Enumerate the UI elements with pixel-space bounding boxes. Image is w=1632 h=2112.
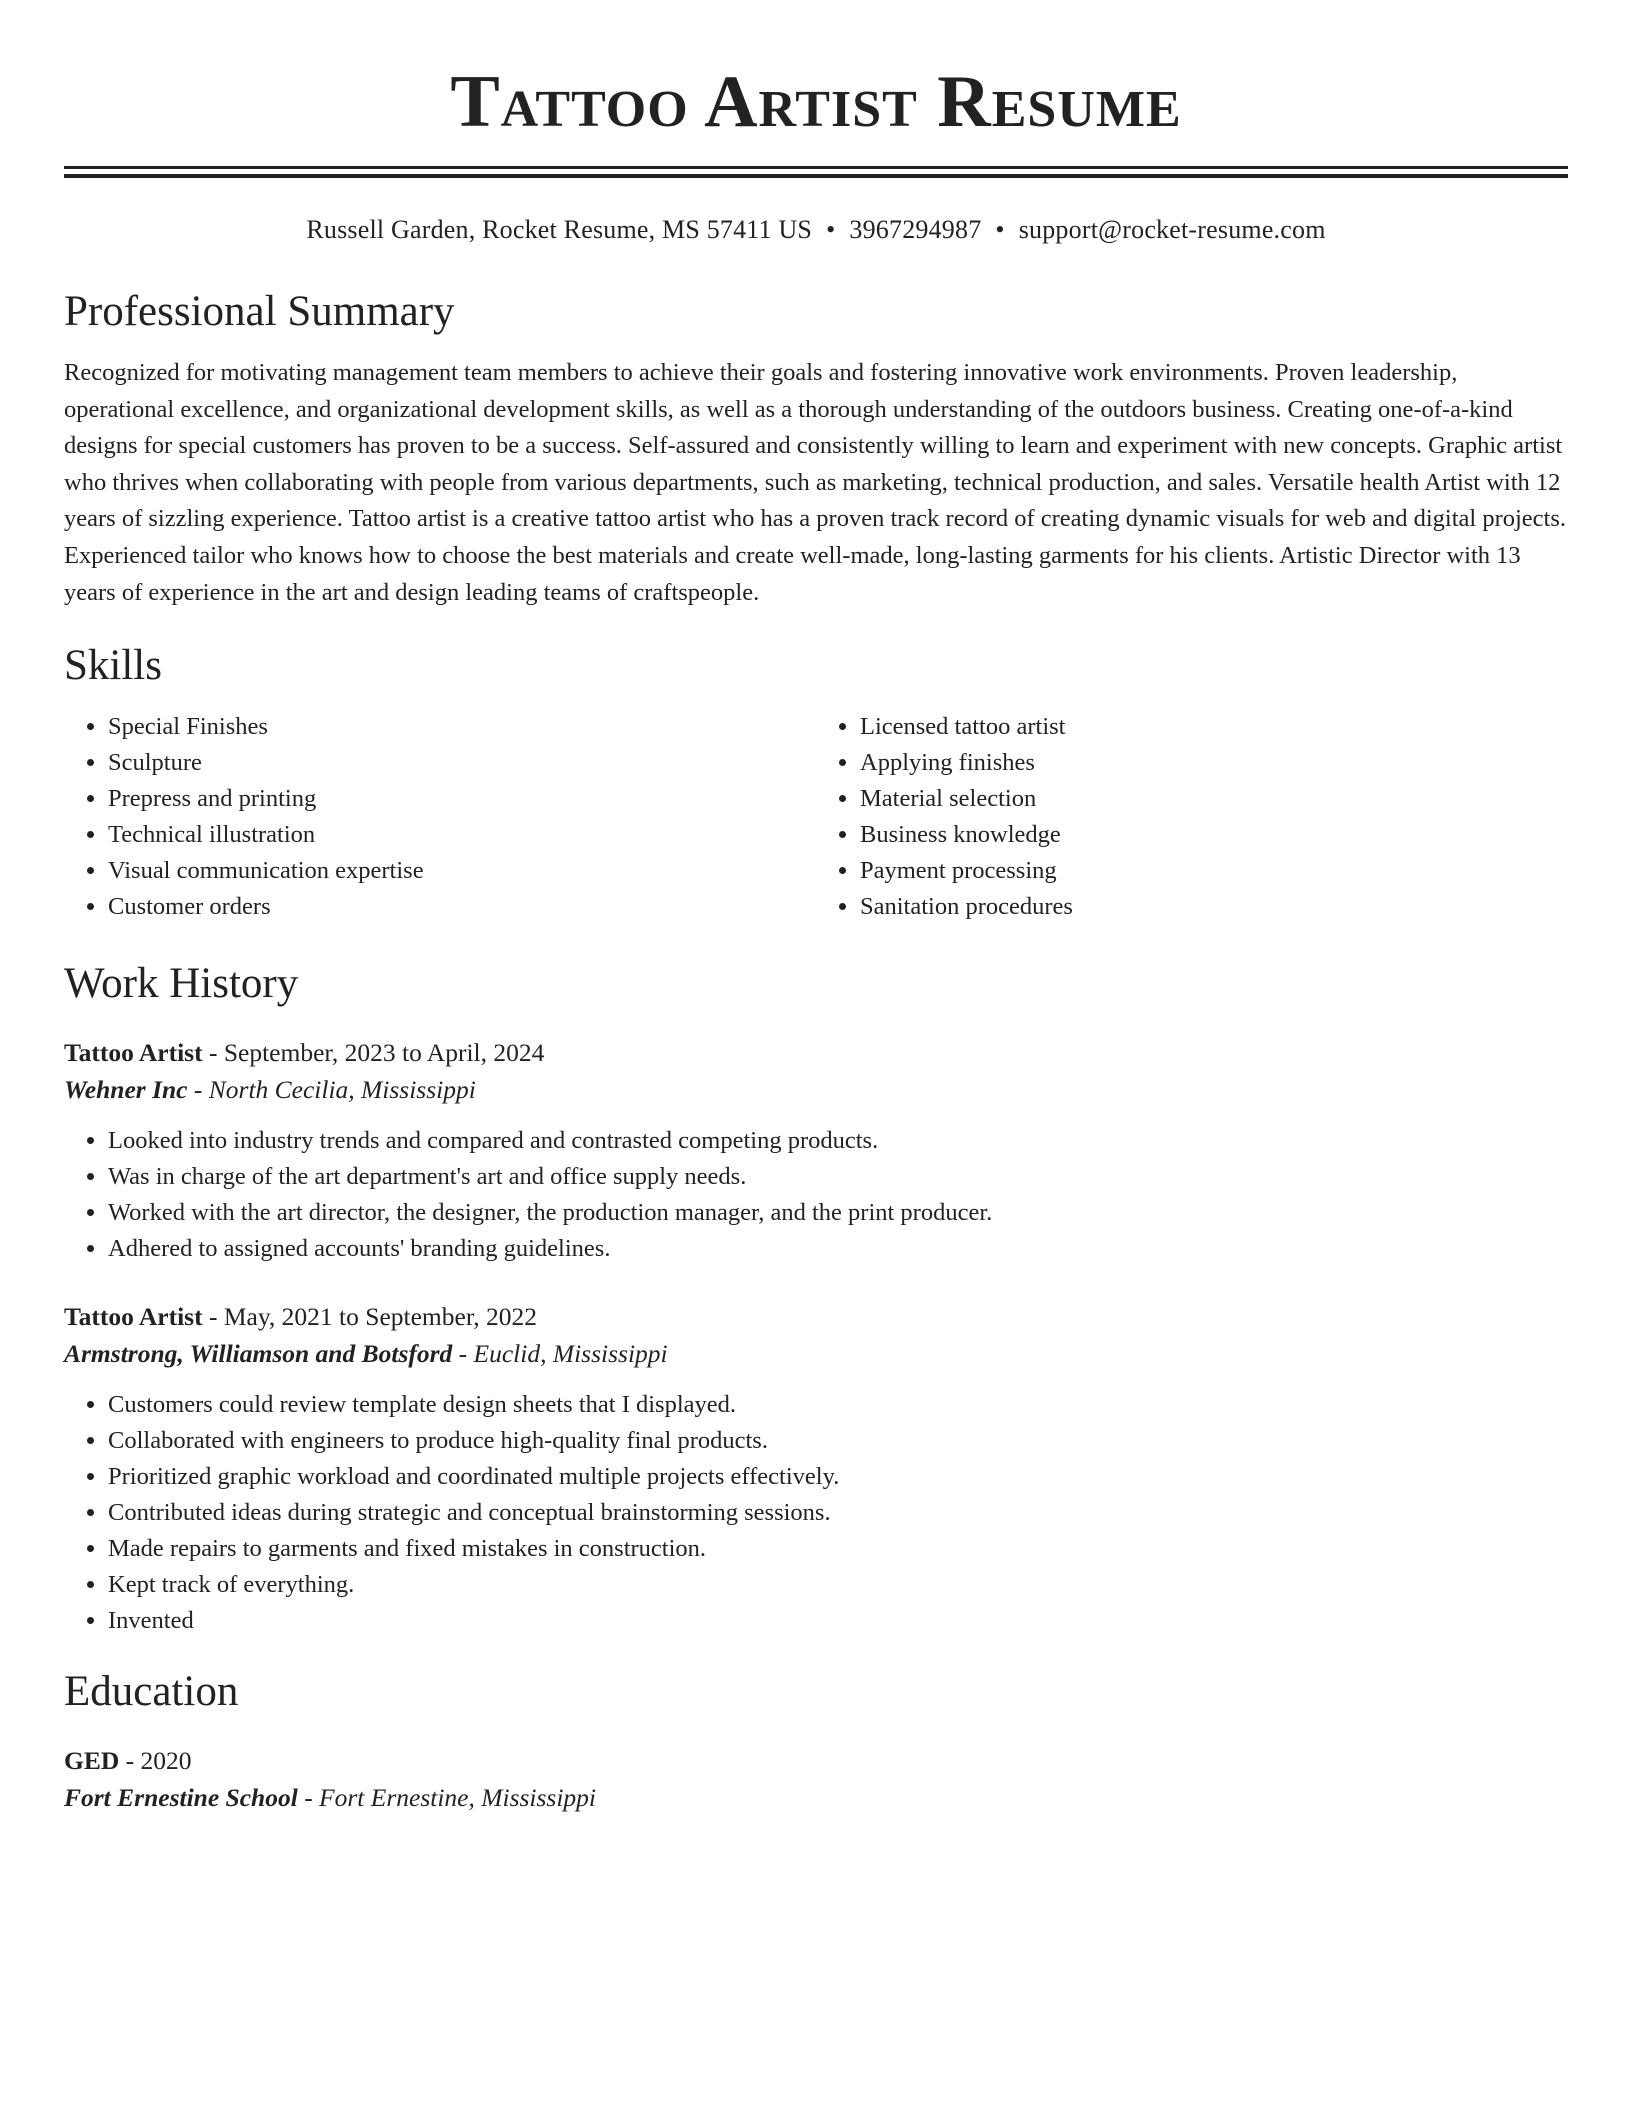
company-location: - Euclid, Mississippi: [452, 1339, 668, 1369]
contact-address: Russell Garden, Rocket Resume, MS 57411 US: [306, 215, 813, 244]
title-rule-top: [64, 166, 1568, 169]
skill-item: • Prepress and printing: [108, 781, 816, 817]
degree-line: [64, 1743, 1568, 1779]
job-title-line: [64, 1035, 1568, 1071]
skill-item: • Technical illustration: [108, 817, 816, 853]
school-line: [64, 1779, 1568, 1817]
skill-item: • Special Finishes: [108, 709, 816, 745]
contact-separator: •: [995, 215, 1005, 244]
skills-heading: Skills: [64, 642, 162, 690]
school-name: Fort Ernestine School: [64, 1783, 298, 1813]
job-bullet: • Customers could review template design sheets that I displayed.: [108, 1387, 1568, 1423]
work-history-heading: Work History: [64, 960, 299, 1008]
contact-separator: •: [826, 215, 836, 244]
company-name: Wehner Inc: [64, 1075, 188, 1105]
company-line: [64, 1335, 1568, 1373]
contact-phone: 3967294987: [849, 215, 982, 244]
job-dates: - September, 2023 to April, 2024: [202, 1038, 545, 1068]
resume-title: Tattoo Artist Resume: [450, 61, 1182, 143]
skill-item: • Sculpture: [108, 745, 816, 781]
job-entry: [64, 1299, 1568, 1639]
contact-line: [64, 213, 1568, 247]
job-title: Tattoo Artist: [64, 1302, 203, 1332]
job-bullet: • Invented: [108, 1603, 1568, 1639]
job-bullet: • Adhered to assigned accounts' branding guidelines.: [108, 1231, 1568, 1267]
company-name: Armstrong, Williamson and Botsford: [64, 1339, 453, 1369]
job-bullets: [64, 1123, 1568, 1267]
skill-item: • Sanitation procedures: [860, 889, 1568, 925]
job-title-line: [64, 1299, 1568, 1335]
job-dates: - May, 2021 to September, 2022: [202, 1302, 538, 1332]
skill-item: • Material selection: [860, 781, 1568, 817]
job-bullet: • Made repairs to garments and fixed mistakes in construction.: [108, 1531, 1568, 1567]
skills-list-right: [816, 709, 1568, 925]
degree-name: GED: [64, 1746, 120, 1776]
job-bullet: • Was in charge of the art department's art and office supply needs.: [108, 1159, 1568, 1195]
job-bullet: • Worked with the art director, the designer, the production manager, and the print producer.: [108, 1195, 1568, 1231]
degree-year: - 2020: [119, 1746, 192, 1776]
skill-item: • Customer orders: [108, 889, 816, 925]
education-entry: [64, 1743, 1568, 1817]
skill-item: • Licensed tattoo artist: [860, 709, 1568, 745]
skills-columns: [64, 709, 1568, 925]
job-bullet: • Looked into industry trends and compared and contrasted competing products.: [108, 1123, 1568, 1159]
contact-email: support@rocket-resume.com: [1018, 215, 1326, 244]
skill-item: • Applying finishes: [860, 745, 1568, 781]
job-bullet: • Kept track of everything.: [108, 1567, 1568, 1603]
job-entry: [64, 1035, 1568, 1267]
job-bullet: • Collaborated with engineers to produce high-quality final products.: [108, 1423, 1568, 1459]
company-location: - North Cecilia, Mississippi: [187, 1075, 476, 1105]
summary-text: Recognized for motivating management team members to achieve their goals and fostering innovative work environments. Proven leadership, operational excellence, and organizational development skills, as well as a thorough understanding of the outdoors business. Creating one-of-a-kind designs for special customers has proven to be a success. Self-assured and consistently willing to learn and experiment with new concepts. Graphic artist who thrives when collaborating with people from various departments, such as marketing, technical production, and sales. Versatile health Artist with 12 years of sizzling experience. Tattoo artist is a creative tattoo artist who has a proven track record of creating dynamic visuals for web and digital projects. Experienced tailor who knows how to choose the best materials and create well-made, long-lasting garments for his clients. Artistic Director with 13 years of experience in the art and design leading teams of craftspeople.: [64, 359, 1567, 606]
job-bullet: • Contributed ideas during strategic and conceptual brainstorming sessions.: [108, 1495, 1568, 1531]
company-line: [64, 1071, 1568, 1109]
job-bullet: • Prioritized graphic workload and coordinated multiple projects effectively.: [108, 1459, 1568, 1495]
job-bullets: [64, 1387, 1568, 1639]
skill-item: • Business knowledge: [860, 817, 1568, 853]
skills-list-left: [64, 709, 816, 925]
job-title: Tattoo Artist: [64, 1038, 203, 1068]
skill-item: • Visual communication expertise: [108, 853, 816, 889]
summary-heading: Professional Summary: [64, 288, 455, 335]
title-rule-bottom: [64, 174, 1568, 178]
education-heading: Education: [64, 1668, 239, 1716]
skill-item: • Payment processing: [860, 853, 1568, 889]
school-location: - Fort Ernestine, Mississippi: [297, 1783, 597, 1813]
